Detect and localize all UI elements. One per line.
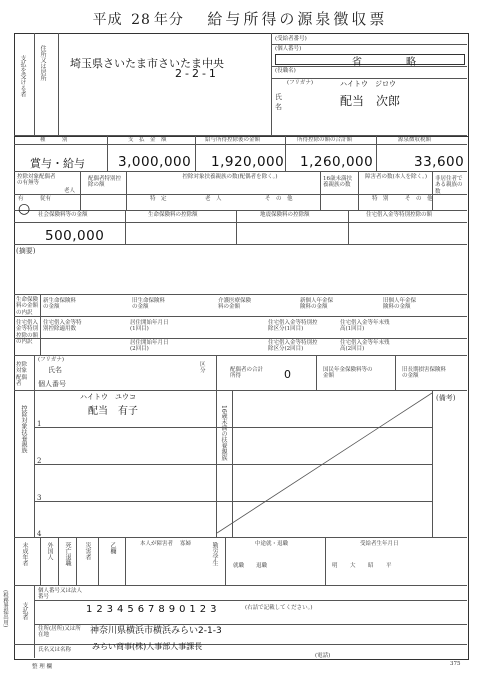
- phone-label: (電話): [315, 653, 331, 659]
- retire-col: 退職: [256, 563, 268, 569]
- housing-balance2-label: 住宅借入金等年末残高(2回目): [340, 340, 390, 353]
- young-count-header: 16歳未満扶養親族の数: [323, 176, 352, 189]
- income-type-value: 賞与・給与: [30, 157, 85, 170]
- student-col: 勤労学生: [211, 542, 218, 566]
- earthquake-header: 地震保険料の控除額: [260, 212, 310, 218]
- dependent1-name: 配当 有子: [88, 406, 138, 417]
- dependents-remarks-label: (備考): [436, 394, 456, 402]
- meiji-col: 明: [332, 563, 338, 569]
- dependents-count-header: 控除対象扶養親族の数(配偶者を除く。): [182, 174, 278, 180]
- housing-type2-label: 住宅借入金等特別控除区分(2回目): [268, 340, 318, 353]
- old-label: 老人: [64, 188, 76, 194]
- withholding-value: 33,600: [414, 154, 465, 170]
- residence-date-label: 居住開始年月日(1回目): [130, 320, 169, 333]
- after-deduction-header: 給与所得控除後の金額: [205, 137, 261, 143]
- pension-label: 国民年金保険料等の金額: [323, 367, 373, 380]
- new-life-label: 新生命保険料の金額: [43, 298, 77, 311]
- payer-name: みらい商事(株)人事部人事課長: [92, 642, 203, 651]
- disaster-col: 災害者: [84, 542, 91, 560]
- dependent1-furigana: ハイトウ ユウコ: [80, 393, 136, 401]
- old-pension-label: 旧個人年金保険料の金額: [383, 298, 417, 311]
- elderly-col: 老 人: [205, 196, 222, 202]
- disabled-count-header: 障害者の数(本人を除く。): [365, 174, 427, 180]
- payer-address: 神奈川県横浜市横浜みらい2-1-3: [90, 626, 222, 636]
- name-label: 氏名: [275, 93, 282, 111]
- deductions-total-value: 1,260,000: [300, 154, 374, 170]
- remarks-diagonal: [217, 388, 467, 538]
- payer-address-label: 住所(居所)又は所在地: [38, 626, 81, 639]
- personal-no-box: [275, 54, 465, 65]
- page-number: 375: [450, 661, 461, 667]
- other-col: そ の 他: [265, 196, 293, 202]
- spouse-mark: ○: [18, 201, 31, 217]
- old-life-label: 旧生命保険料の金額: [132, 298, 166, 311]
- spouse-has-col: 有: [18, 196, 24, 202]
- midway-col: 中途就・退職: [255, 541, 289, 547]
- dependents-label: 控除対象扶養親族: [20, 405, 27, 453]
- showa-col: 昭: [368, 563, 374, 569]
- spouse-has-label: 控除対象配偶者の有無等: [17, 174, 56, 187]
- housing-breakdown-label: 住宅借入金等特別控除の額の内訳: [16, 320, 39, 345]
- housing-header: 住宅借入金等特別控除の額: [366, 212, 433, 218]
- payee-address-line1: 埼玉県さいたま市さいたま中央: [70, 57, 224, 70]
- new-pension-label: 新個人年金保険料の金額: [300, 298, 334, 311]
- hire-col: 就職: [233, 563, 245, 569]
- birth-col: 受給者生年月日: [360, 541, 399, 547]
- remarks-label: (摘要): [16, 247, 36, 255]
- social-ins-value: 500,000: [45, 228, 105, 244]
- recipient-no-label: (受給者番号): [275, 36, 307, 42]
- taisho-col: 大: [350, 563, 356, 569]
- care-label: 介護医療保険料の金額: [218, 298, 252, 311]
- payee-section: [14, 33, 469, 137]
- spouse-special-header: 配偶者特別控除の額: [88, 176, 122, 189]
- payee-address-line2: 2-2-1: [175, 67, 219, 80]
- spouse-section-label: 控除対象配偶者: [16, 362, 28, 387]
- era-label: 平成: [92, 12, 123, 28]
- clerk-label: 整 理 欄: [32, 664, 52, 670]
- dependent-index-3: 3: [37, 494, 42, 502]
- housing-count-label: 住宅借入金等特別控除適用数: [43, 320, 82, 333]
- heisei-col: 平: [386, 563, 392, 569]
- personal-no-omit-2: 略: [406, 57, 416, 68]
- otsu-col: 乙欄: [109, 542, 116, 554]
- after-deduction-value: 1,920,000: [211, 154, 285, 170]
- address-label: 住所又は居所: [39, 45, 46, 81]
- payer-label: 支払者: [21, 602, 28, 620]
- page-title: [0, 8, 480, 29]
- payee-name: 配当 次郎: [340, 94, 401, 108]
- year-suffix: 年分: [153, 12, 184, 28]
- furigana-label: (フリガナ): [287, 80, 314, 86]
- social-ins-header: 社会保険料等の金額: [38, 212, 88, 218]
- life-breakdown-label: 生命保険料の金額の内訳: [16, 297, 39, 316]
- payment-header: 支 払 金 額: [128, 137, 167, 143]
- spouse-sub-col: 従有: [40, 196, 52, 202]
- young-dependents-label: 16歳未満の扶養親族: [220, 405, 227, 461]
- spouse-personal-no-label: 個人番号: [38, 380, 66, 388]
- personal-no-label: (個人番号): [275, 46, 302, 52]
- payee-furigana: ハイトウ ジロウ: [340, 80, 396, 88]
- dependent-index-2: 2: [37, 457, 42, 465]
- nonresident-count-header: 非居住者である親族の数: [435, 176, 463, 195]
- spouse-income-label: 配偶者の合計所得: [230, 367, 264, 380]
- dependent-index-4: 4: [37, 530, 42, 538]
- form-title: 給与所得の源泉徴収票: [207, 10, 388, 28]
- life-ins-header: 生命保険料の控除額: [148, 212, 198, 218]
- spouse-furigana-label: (フリガナ): [38, 357, 65, 363]
- dependent-index-1: 1: [37, 420, 42, 428]
- withholding-header: 源泉徴収税額: [398, 137, 432, 143]
- corp-no-value: 1 2 3 4 5 6 7 8 9 0 1 2 3: [86, 604, 217, 615]
- payee-label: 支払を受ける者: [19, 55, 26, 97]
- death-col: 死亡退職: [64, 542, 71, 566]
- foreigner-col: 外国人: [46, 542, 53, 560]
- deductions-total-header: 所得控除の額の合計額: [297, 137, 353, 143]
- self-disabled-col: 本人が障害者: [140, 541, 174, 547]
- minor-col: 未成年者: [21, 542, 28, 566]
- spouse-income-value: 0: [284, 368, 291, 381]
- special-col: 特 別: [372, 196, 389, 202]
- other-col-2: そ の 他: [405, 196, 433, 202]
- type-header: 種 別: [40, 137, 68, 143]
- personal-no-omit-1: 省: [352, 57, 362, 68]
- position-label: (役職名): [275, 68, 296, 74]
- payment-value: 3,000,000: [118, 154, 192, 170]
- corp-no-label: 個人番号又は法人番号: [38, 588, 83, 601]
- payer-name-label: 氏名又は名称: [38, 647, 72, 653]
- spouse-kubun-label: 区分: [200, 362, 206, 375]
- specific-col: 特 定: [150, 196, 167, 202]
- widow-col: 寡婦: [180, 541, 192, 547]
- housing-balance-label: 住宅借入金等年末残高(1回目): [340, 320, 390, 333]
- old-insurance-label: 旧長期損害保険料の金額: [402, 367, 447, 380]
- right-align-note: (右詰で記載してください。): [245, 605, 313, 611]
- housing-type-label: 住宅借入金等特別控除区分(1回目): [268, 320, 318, 333]
- spouse-name-label: 氏名: [48, 366, 62, 374]
- residence-date2-label: 居住開始年月日(2回目): [130, 340, 169, 353]
- year-value: 28: [131, 12, 151, 28]
- payer-side-note: (税務署提出用): [2, 590, 8, 628]
